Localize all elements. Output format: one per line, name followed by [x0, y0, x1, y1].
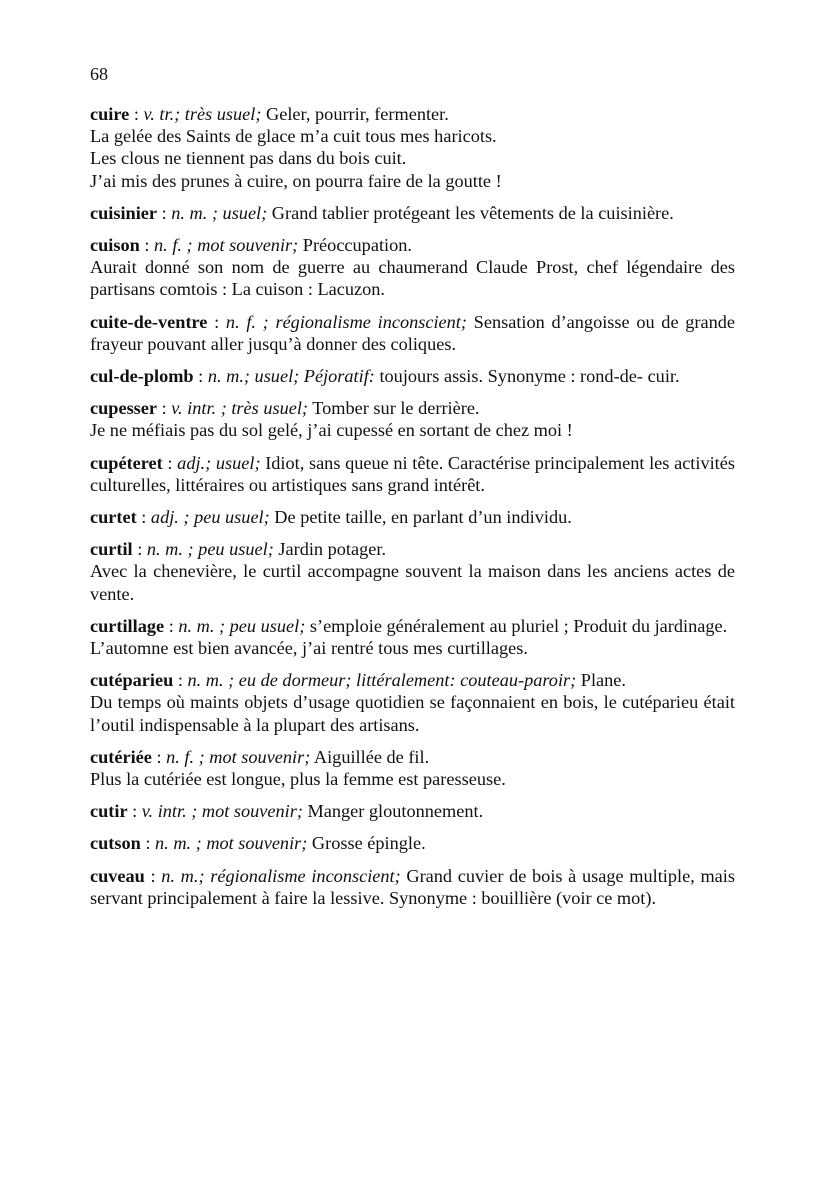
entry-headword: cutéparieu — [90, 670, 174, 691]
entry-headword: cuveau — [90, 865, 145, 886]
entry-separator: : — [129, 104, 144, 124]
entry-definition: Geler, pourrir, fermenter. — [261, 104, 449, 124]
entry-headword: curtet — [90, 507, 137, 528]
entry-example: Plus la cutériée est longue, plus la femme est paresseuse. — [90, 769, 506, 790]
entry-grammar: n. f. ; mot souvenir; — [166, 746, 311, 767]
entry-example: La gelée des Saints de glace m’a cuit tous mes haricots. — [90, 126, 497, 147]
entry-definition: Manger gloutonnement. — [302, 801, 484, 822]
entry-definition: Grand tablier protégeant les vêtements de la cuisinière. — [267, 202, 674, 223]
entry-separator: : — [144, 865, 162, 886]
entry-list — [90, 103, 735, 919]
entry-definition-line — [90, 397, 735, 419]
entry-separator: : — [193, 366, 208, 387]
entry-definition-line — [90, 365, 735, 387]
entry-definition-line — [90, 506, 735, 528]
entry-separator: : — [164, 615, 179, 636]
entry-separator: : — [140, 833, 156, 854]
entry-example: Aurait donné son nom de guerre au chaumerand Claude Prost, chef légendaire des partisans comtois : La cuison : Lacuzon. — [90, 257, 735, 300]
entry-definition: Tomber sur le derrière. — [308, 398, 480, 419]
dictionary-entry — [90, 746, 735, 790]
dictionary-entry — [90, 669, 735, 736]
entry-example: Je ne méfiais pas du sol gelé, j’ai cupessé en sortant de chez moi ! — [90, 420, 573, 441]
entry-definition-line — [90, 234, 735, 256]
entry-definition: Idiot, sans queue ni tête. Caractérise principalement les activités culturelles, littéraires ou artistiques sans grand intérêt. — [90, 452, 735, 495]
page-number: 68 — [90, 64, 108, 84]
entry-definition-line — [90, 311, 735, 355]
entry-headword: curtil — [90, 539, 133, 560]
entry-grammar: n. m. ; peu usuel; — [178, 615, 306, 636]
entry-separator: : — [139, 235, 155, 256]
entry-headword: cupesser — [90, 398, 158, 419]
entry-headword: cutériée — [90, 746, 152, 767]
entry-example: Avec la chenevière, le curtil accompagne souvent la maison dans les anciens actes de vente. — [90, 561, 735, 604]
entry-example: L’automne est bien avancée, j’ai rentré tous mes curtillages. — [90, 638, 528, 659]
dictionary-entry — [90, 800, 735, 822]
entry-grammar: n. m.; usuel; Péjoratif: — [207, 366, 375, 387]
entry-definition-line — [90, 832, 735, 854]
entry-definition: Grand cuvier de bois à usage multiple, mais servant principalement à faire la lessive. Synonyme : bouillière (voir ce mot). — [90, 865, 735, 908]
dictionary-entry — [90, 506, 735, 528]
entry-headword: cuire — [90, 104, 130, 124]
entry-definition-line — [90, 746, 735, 768]
entry-headword: cul-de-plomb — [90, 366, 194, 387]
entry-example: Du temps où maints objets d’usage quotidien se façonnaient en bois, le cutéparieu était l’outil indispensable à la plupart des artisans. — [90, 692, 735, 735]
entry-definition: toujours assis. Synonyme : rond-de- cuir. — [374, 366, 680, 387]
entry-definition-line — [90, 865, 735, 909]
entry-headword: cupéteret — [90, 452, 163, 473]
entry-grammar: n. m.; régionalisme inconscient; — [161, 865, 401, 886]
entry-headword: curtillage — [90, 615, 165, 636]
entry-definition-line — [90, 538, 735, 560]
entry-headword: cutson — [90, 833, 141, 854]
dictionary-entry — [90, 202, 735, 224]
entry-definition: s’emploie généralement au pluriel ; Produit du jardinage. — [305, 615, 728, 636]
entry-grammar: n. f. ; régionalisme inconscient; — [225, 311, 467, 332]
entry-headword: cuisinier — [90, 202, 158, 223]
entry-grammar: n. m. ; mot souvenir; — [155, 833, 308, 854]
entry-definition-line — [90, 103, 735, 125]
dictionary-entry — [90, 311, 735, 355]
dictionary-entry — [90, 832, 735, 854]
entry-grammar: adj. ; peu usuel; — [150, 507, 270, 528]
dictionary-entry — [90, 538, 735, 605]
entry-definition-line — [90, 615, 735, 637]
entry-headword: cuite-de-ventre — [90, 311, 208, 332]
entry-separator: : — [157, 398, 172, 419]
entry-grammar: v. intr. ; mot souvenir; — [141, 801, 303, 822]
entry-definition: De petite taille, en parlant d’un individu. — [269, 507, 572, 528]
entry-grammar: n. m. ; usuel; — [171, 202, 268, 223]
entry-definition: Jardin potager. — [273, 539, 387, 560]
entry-definition-line — [90, 800, 735, 822]
dictionary-entry — [90, 865, 735, 909]
entry-separator: : — [127, 801, 142, 822]
entry-grammar: v. tr.; très usuel; — [143, 104, 262, 124]
entry-grammar: adj.; usuel; — [177, 452, 261, 473]
entry-example: J’ai mis des prunes à cuire, on pourra faire de la goutte ! — [90, 170, 502, 191]
entry-definition-line — [90, 202, 735, 224]
entry-definition: Aiguillée de fil. — [310, 746, 430, 767]
dictionary-entry — [90, 397, 735, 441]
entry-headword: cutir — [90, 801, 128, 822]
entry-example: Les clous ne tiennent pas dans du bois cuit. — [90, 148, 407, 169]
entry-separator: : — [157, 202, 172, 223]
entry-definition: Sensation d’angoisse ou de grande frayeur pouvant aller jusqu’à donner des coliques. — [90, 311, 735, 354]
dictionary-entry — [90, 615, 735, 659]
entry-headword: cuison — [90, 235, 140, 256]
dictionary-entry — [90, 234, 735, 301]
entry-separator: : — [162, 452, 178, 473]
entry-definition-line — [90, 452, 735, 496]
dictionary-entry — [90, 452, 735, 496]
entry-separator: : — [136, 507, 151, 528]
entry-definition-line — [90, 669, 735, 691]
entry-separator: : — [207, 311, 226, 332]
dictionary-entry — [90, 103, 735, 192]
entry-definition: Plane. — [576, 670, 626, 691]
entry-separator: : — [132, 539, 147, 560]
entry-grammar: n. m. ; peu usuel; — [146, 539, 274, 560]
entry-definition: Grosse épingle. — [307, 833, 426, 854]
entry-grammar: n. m. ; eu de dormeur; littéralement: couteau-paroir; — [187, 670, 577, 691]
entry-separator: : — [151, 746, 167, 767]
entry-grammar: v. intr. ; très usuel; — [171, 398, 309, 419]
dictionary-entry — [90, 365, 735, 387]
entry-grammar: n. f. ; mot souvenir; — [154, 235, 299, 256]
entry-definition: Préoccupation. — [298, 235, 412, 256]
entry-separator: : — [173, 670, 188, 691]
